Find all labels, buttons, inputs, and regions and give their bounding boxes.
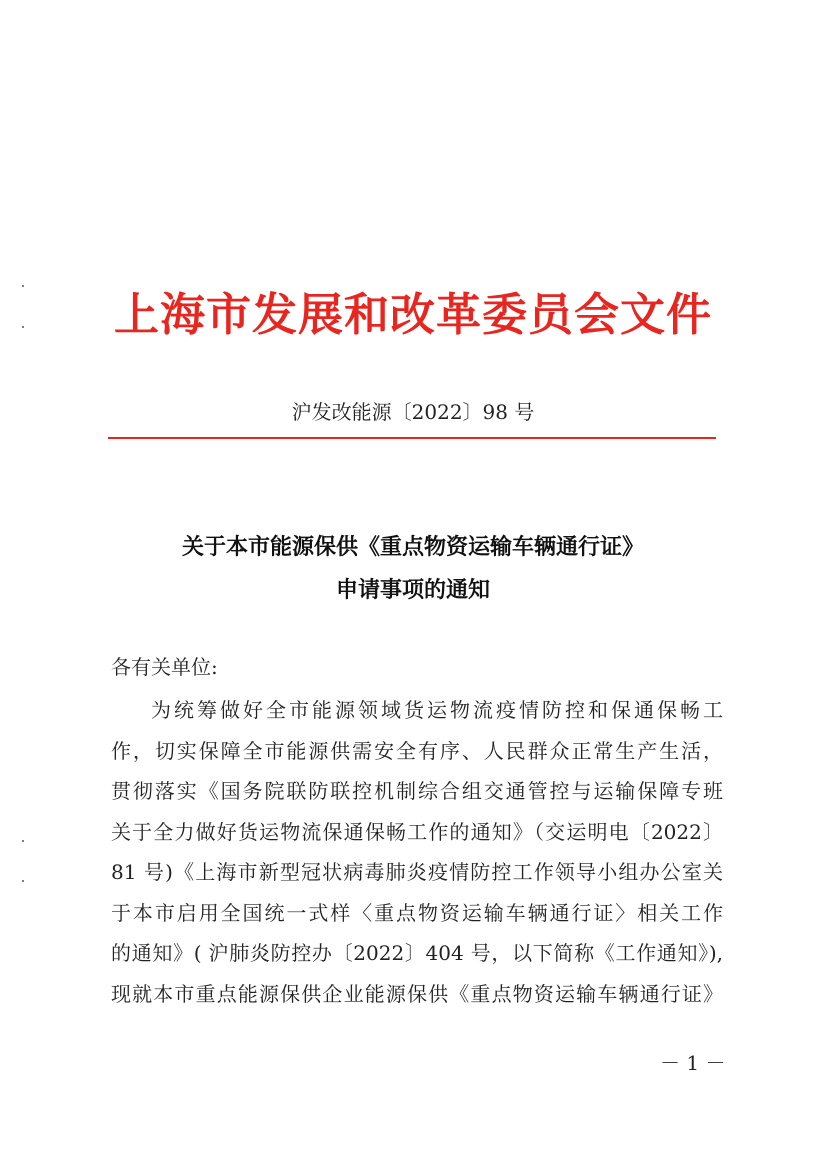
scan-dot (22, 840, 24, 842)
document-title (0, 526, 826, 612)
page-number: － 1 － (660, 1051, 726, 1075)
red-divider-line (108, 437, 716, 439)
scan-dot (22, 880, 24, 882)
body-line: 于本市启用全国统一式样〈重点物资运输车辆通行证〉相关工作 (111, 900, 723, 925)
document-masthead: 上海市发展和改革委员会文件 (113, 288, 712, 341)
body-line: 现就本市重点能源保供企业能源保供《重点物资运输车辆通行证》 (111, 981, 723, 1006)
document-number: 沪发改能源〔2022〕98 号 (291, 400, 535, 424)
body-line: 为统筹做好全市能源领域货运物流疫情防控和保通保畅工 (151, 698, 723, 722)
body-line: 关于全力做好货运物流保通保畅工作的通知》（交运明电〔2022〕 (111, 819, 723, 844)
body-text (111, 690, 723, 1014)
body-line: 贯彻落实《国务院联防联控机制综合组交通管控与运输保障专班 (111, 779, 723, 803)
body-line: 作，切实保障全市能源供需安全有序、人民群众正常生产生活， (111, 738, 723, 763)
body-line: 的通知》( 沪肺炎防控办〔2022〕404 号，以下简称《工作通知》), (111, 941, 723, 965)
title-line-1: 关于本市能源保供《重点物资运输车辆通行证》 (181, 534, 644, 560)
body-line: 81 号)《上海市新型冠状病毒肺炎疫情防控工作领导小组办公室关 (111, 860, 723, 884)
salutation: 各有关单位: (111, 655, 218, 679)
title-line-2: 申请事项的通知 (335, 577, 490, 603)
